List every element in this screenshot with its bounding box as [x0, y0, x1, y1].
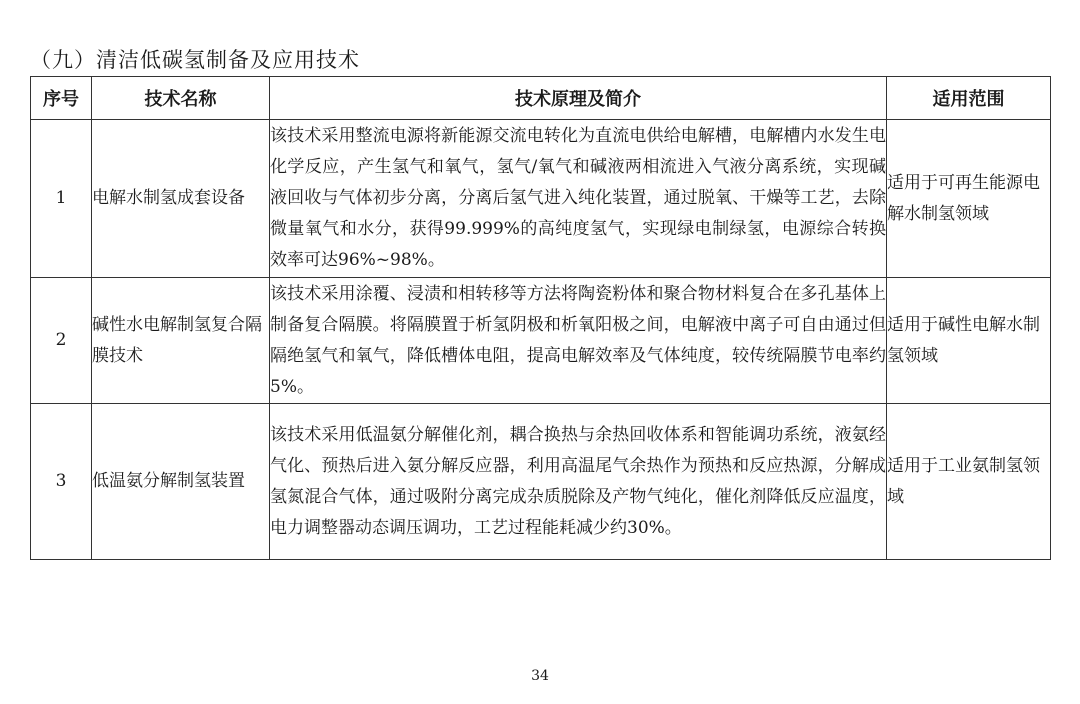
row-tech-name: 电解水制氢成套设备 [92, 120, 270, 278]
row-index: 1 [31, 120, 92, 278]
table-row [31, 120, 1051, 278]
row-description: 该技术采用涂覆、浸渍和相转移等方法将陶瓷粉体和聚合物材料复合在多孔基体上制备复合隔膜。将隔膜置于析氢阴极和析氧阳极之间，电解液中离子可自由通过但隔绝氢气和氧气，降低槽体电阻，提高电解效率及气体纯度，较传统隔膜节电率约5%。 [270, 278, 887, 404]
row-tech-name: 低温氨分解制氢装置 [92, 404, 270, 560]
header-description: 技术原理及简介 [270, 77, 887, 120]
table-header-row [31, 77, 1051, 120]
table-row [31, 404, 1051, 560]
header-name: 技术名称 [92, 77, 270, 120]
section-title: （九）清洁低碳氢制备及应用技术 [30, 48, 360, 72]
table-row [31, 278, 1051, 404]
row-tech-name: 碱性水电解制氢复合隔膜技术 [92, 278, 270, 404]
row-description: 该技术采用低温氨分解催化剂，耦合换热与余热回收体系和智能调功系统，液氨经气化、预热后进入氨分解反应器，利用高温尾气余热作为预热和反应热源，分解成氢氮混合气体，通过吸附分离完成杂质脱除及产物气纯化，催化剂降低反应温度，电力调整器动态调压调功，工艺过程能耗减少约30%。 [270, 404, 887, 560]
technology-table [30, 76, 1051, 560]
row-description: 该技术采用整流电源将新能源交流电转化为直流电供给电解槽，电解槽内水发生电化学反应，产生氢气和氧气，氢气/氧气和碱液两相流进入气液分离系统，实现碱液回收与气体初步分离，分离后氢气进入纯化装置，通过脱氧、干燥等工艺，去除微量氧气和水分，获得99.999%的高纯度氢气，实现绿电制绿氢，电源综合转换效率可达96%~98%。 [270, 120, 887, 278]
row-scope: 适用于工业氨制氢领域 [887, 404, 1051, 560]
row-index: 3 [31, 404, 92, 560]
header-scope: 适用范围 [887, 77, 1051, 120]
header-index: 序号 [31, 77, 92, 120]
row-scope: 适用于可再生能源电解水制氢领域 [887, 120, 1051, 278]
row-scope: 适用于碱性电解水制氢领域 [887, 278, 1051, 404]
row-index: 2 [31, 278, 92, 404]
page-number: 34 [531, 668, 549, 684]
